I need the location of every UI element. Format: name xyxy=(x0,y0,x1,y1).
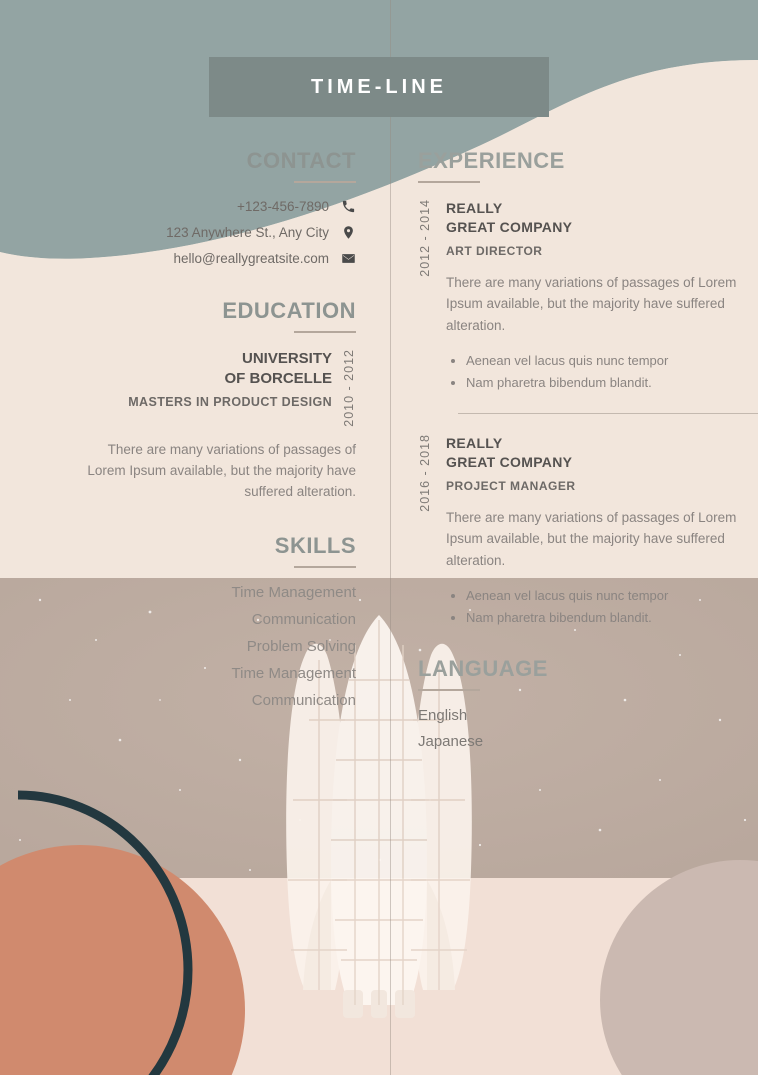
experience-dates: 2016 - 2018 xyxy=(418,434,432,512)
experience-description: There are many variations of passages of Lorem Ipsum available, but the majority have suffered alteration. xyxy=(446,509,737,569)
education-heading: EDUCATION xyxy=(222,298,356,323)
experience-bullet: • Aenean vel lacus quis nunc tempor xyxy=(466,350,758,373)
contact-item-address[interactable] xyxy=(0,225,356,240)
contact-item-phone[interactable] xyxy=(0,199,356,214)
language-item: Japanese xyxy=(418,733,484,751)
skills-heading: SKILLS xyxy=(274,532,356,558)
experience-role: ART DIRECTOR xyxy=(446,243,543,258)
experience-entry xyxy=(418,199,758,395)
experience-bullet: • Aenean vel lacus quis nunc tempor xyxy=(466,585,758,608)
experience-company xyxy=(446,199,758,237)
education-entry xyxy=(0,349,356,429)
contact-heading: CONTACT xyxy=(246,148,356,173)
envelope-icon xyxy=(341,251,356,266)
skill-item: Problem Solving xyxy=(246,637,356,655)
experience-company-line2: GREAT COMPANY xyxy=(446,218,573,235)
experience-heading-rule xyxy=(418,181,480,183)
section-language xyxy=(418,656,758,750)
language-heading-rule xyxy=(418,689,480,691)
experience-bullets xyxy=(446,585,758,631)
skill-item: Time Management xyxy=(231,583,356,601)
skill-item: Time Management xyxy=(231,664,356,682)
experience-role: PROJECT MANAGER xyxy=(446,478,576,493)
education-degree: MASTERS IN PRODUCT DESIGN xyxy=(128,395,332,409)
skill-item: Communication xyxy=(251,691,356,709)
skill-item: Communication xyxy=(251,610,356,628)
contact-heading-rule xyxy=(294,181,356,183)
experience-bullet: • Nam pharetra bibendum blandit. xyxy=(466,372,758,395)
experience-description: There are many variations of passages of Lorem Ipsum available, but the majority have suffered alteration. xyxy=(446,274,737,333)
education-heading-rule xyxy=(294,331,356,333)
experience-company xyxy=(446,434,758,472)
experience-company-line1: REALLY xyxy=(446,435,503,452)
experience-separator xyxy=(458,413,758,414)
education-description: There are many variations of passages of Lorem Ipsum available, but the majority have suffered alteration. xyxy=(87,441,356,499)
document-title-banner xyxy=(209,57,549,117)
section-education xyxy=(0,298,356,503)
education-school-line1: UNIVERSITY xyxy=(241,350,332,367)
experience-company-line1: REALLY xyxy=(446,200,503,216)
education-school xyxy=(128,349,332,388)
page-title: TIME-LINE xyxy=(311,75,447,98)
skills-heading-rule xyxy=(294,566,356,568)
right-column xyxy=(418,148,758,759)
center-divider xyxy=(390,0,391,1075)
experience-entry xyxy=(418,434,758,630)
section-experience xyxy=(418,148,758,630)
education-school-line2: OF BORCELLE xyxy=(224,369,332,387)
contact-address-text: 123 Anywhere St., Any City xyxy=(166,225,329,240)
experience-bullet: • Nam pharetra bibendum blandit. xyxy=(466,607,758,630)
contact-phone-text: +123-456-7890 xyxy=(237,199,329,214)
section-skills xyxy=(0,533,356,709)
education-dates: 2010 - 2012 xyxy=(342,349,356,427)
left-column xyxy=(0,148,356,719)
experience-dates: 2012 - 2014 xyxy=(418,199,432,277)
contact-email-text: hello@reallygreatsite.com xyxy=(173,251,329,266)
language-item: English xyxy=(418,707,468,725)
language-heading: LANGUAGE xyxy=(418,656,548,682)
location-pin-icon xyxy=(341,225,356,240)
experience-company-line2: GREAT COMPANY xyxy=(446,453,573,470)
experience-heading: EXPERIENCE xyxy=(418,148,565,173)
experience-bullets xyxy=(446,350,758,396)
phone-icon xyxy=(341,199,356,214)
section-contact xyxy=(0,148,356,266)
contact-item-email[interactable] xyxy=(0,251,356,266)
